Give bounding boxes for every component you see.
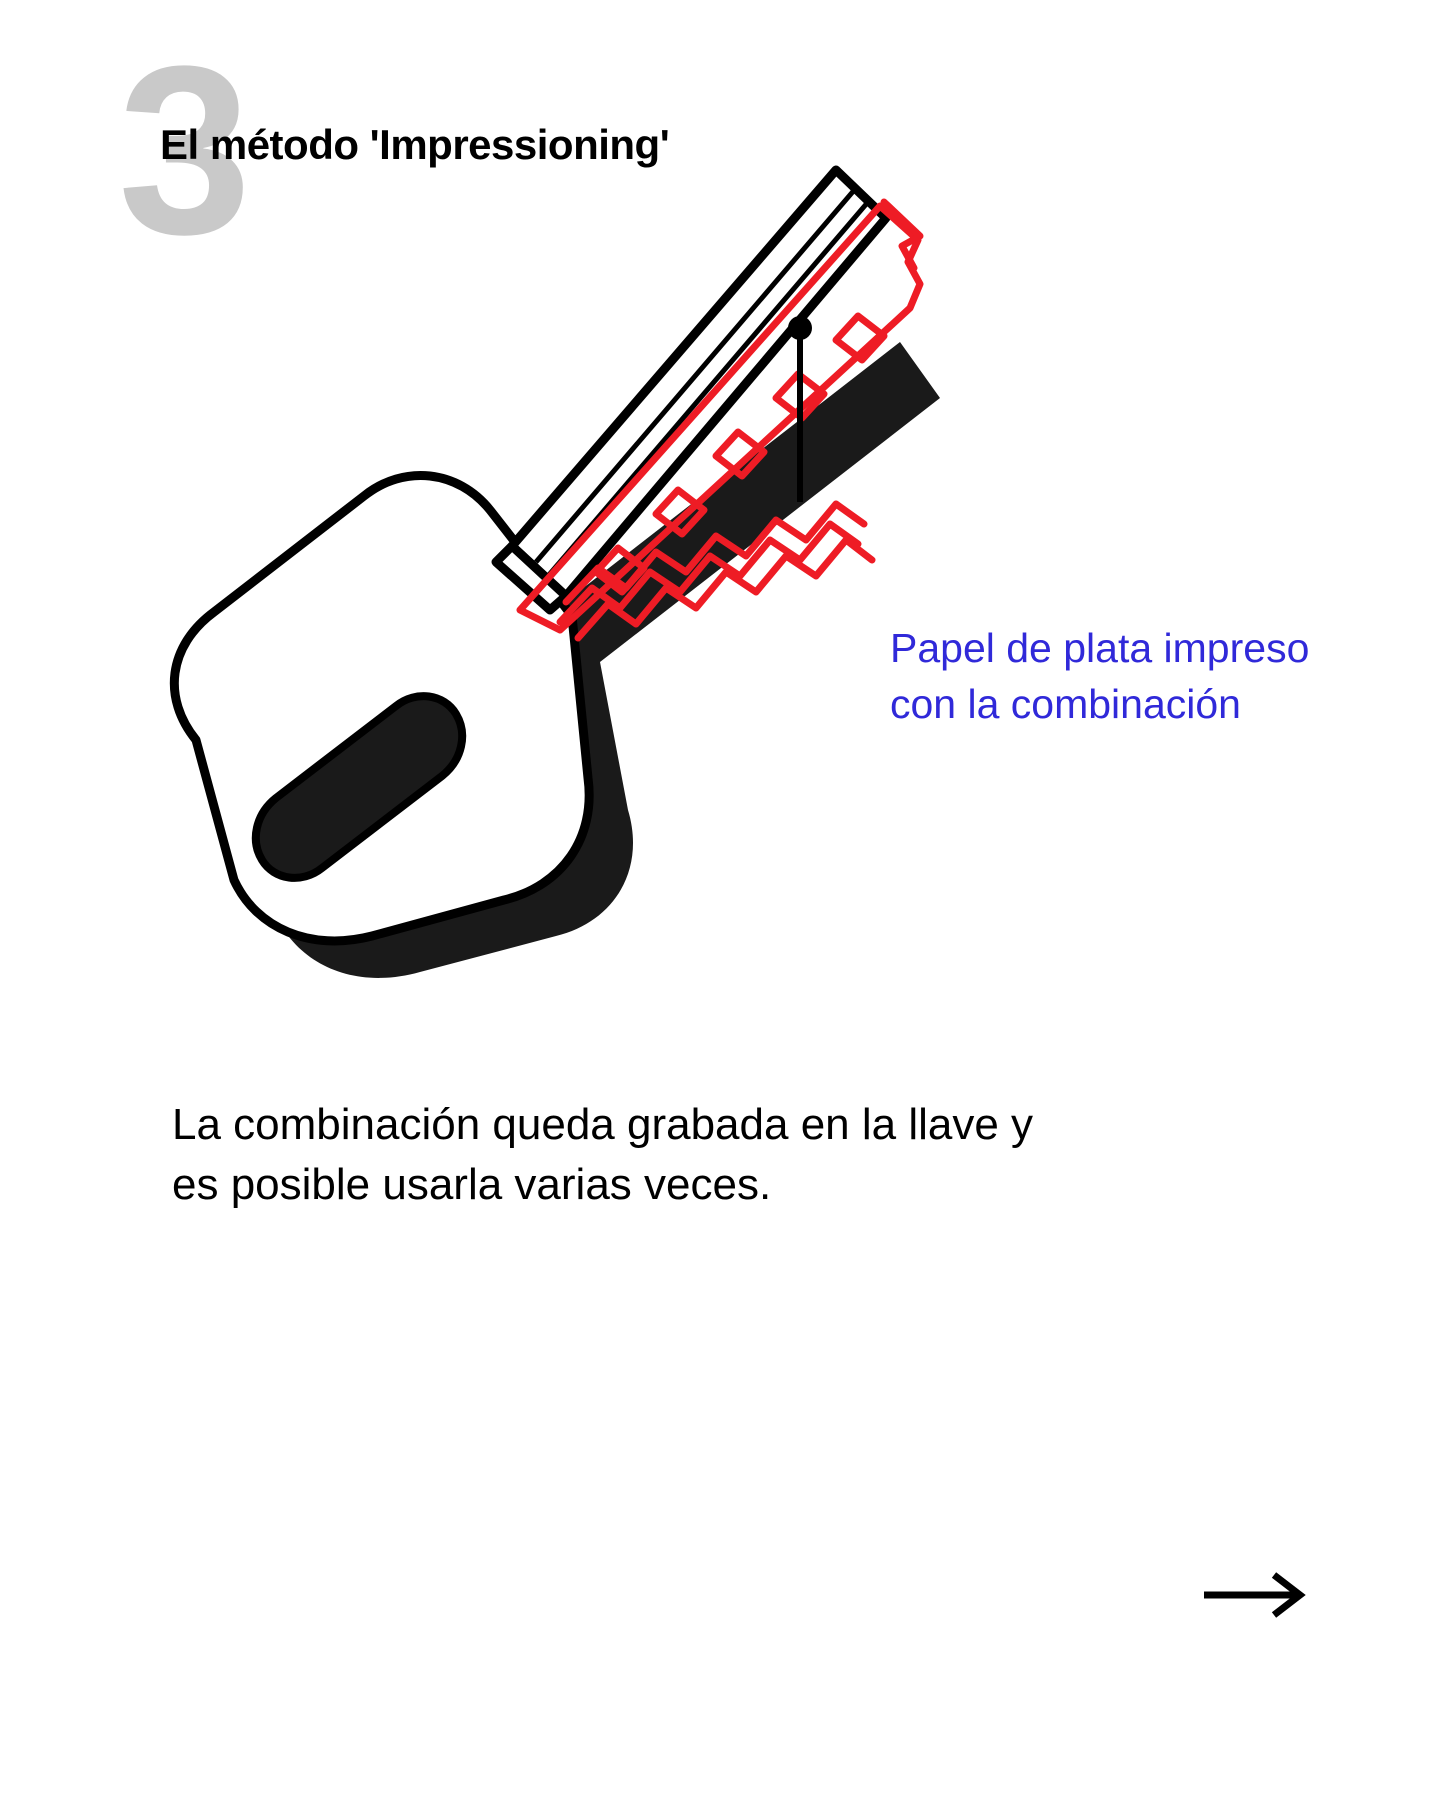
callout-label-silver-paper: Papel de plata impreso con la combinación [890, 625, 1310, 727]
step-number-watermark: 3 [118, 16, 244, 284]
arrow-right-icon [1200, 1565, 1310, 1625]
step-caption: La combinación queda grabada en la llave y es posible usarla varias veces. [172, 1100, 1034, 1209]
next-arrow-button[interactable] [1200, 1565, 1310, 1625]
page-title: El método 'Impressioning' [160, 121, 670, 168]
key-illustration [0, 110, 1160, 1050]
